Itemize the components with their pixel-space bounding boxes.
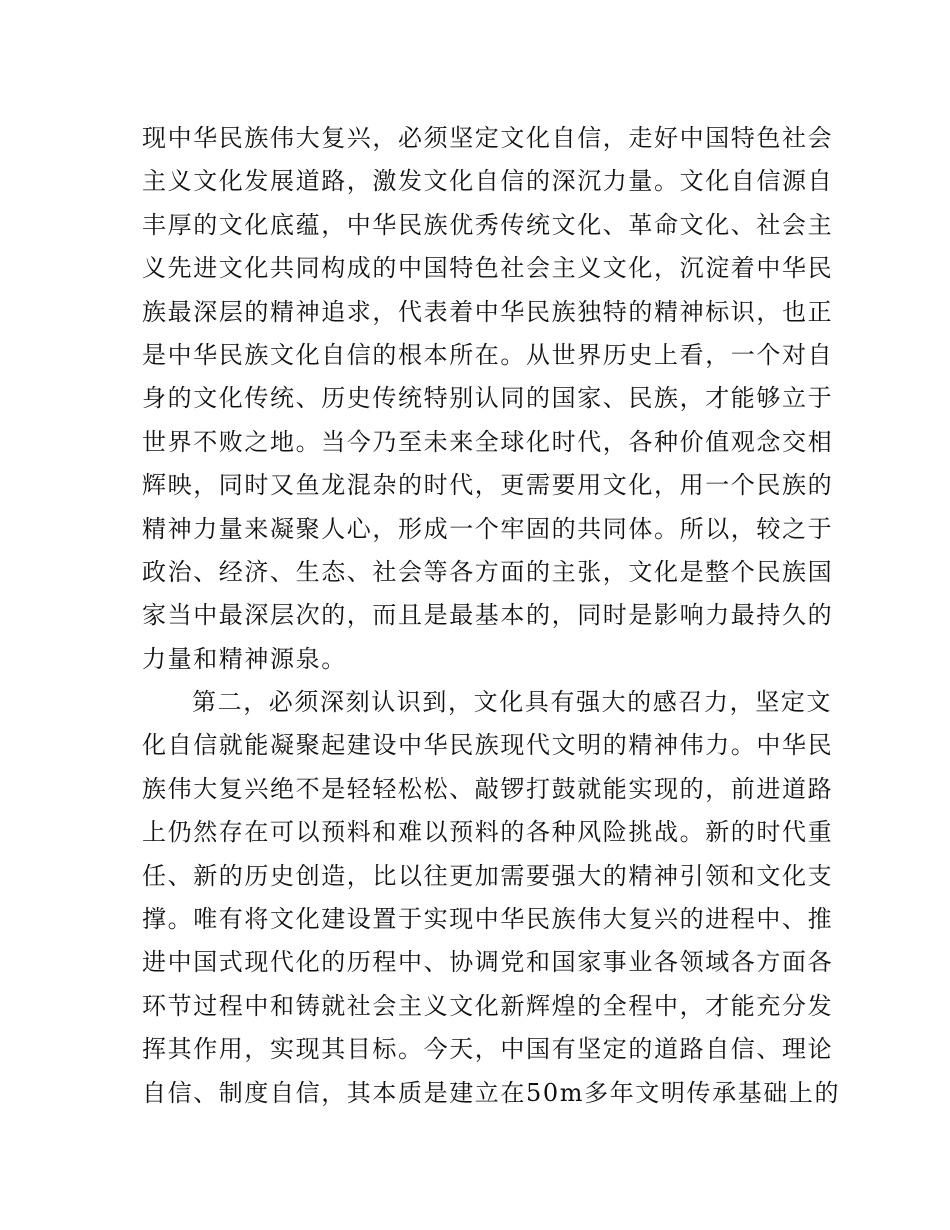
text-line: 辉映，同时又鱼龙混杂的时代，更需要用文化，用一个民族的 (142, 471, 834, 500)
text-line: 撑。唯有将文化建设置于实现中华民族伟大复兴的进程中、推 (142, 905, 834, 934)
text-line: 族最深层的精神追求，代表着中华民族独特的精神标识，也正 (142, 297, 834, 326)
text-line: 上仍然存在可以预料和难以预料的各种风险挑战。新的时代重 (142, 818, 834, 847)
text-line: 任、新的历史创造，比以往更加需要强大的精神引领和文化支 (142, 861, 834, 890)
text-line: 环节过程中和铸就社会主义文化新辉煌的全程中，才能充分发 (142, 991, 834, 1020)
text-line: 化自信就能凝聚起建设中华民族现代文明的精神伟力。中华民 (142, 731, 834, 760)
text-line: 现中华民族伟大复兴，必须坚定文化自信，走好中国特色社会 (142, 124, 834, 152)
text-line: 挥其作用，实现其目标。今天，中国有坚定的道路自信、理论 (142, 1035, 834, 1064)
text-line: 身的文化传统、历史传统特别认同的国家、民族，才能够立于 (142, 384, 834, 413)
body-text (142, 117, 841, 1115)
paragraph-start-line: 第二，必须深刻认识到，文化具有强大的感召力，坚定文 (192, 688, 832, 717)
text-line: 精神力量来凝聚人心，形成一个牢固的共同体。所以，较之于 (142, 514, 834, 543)
text-line: 政治、经济、生态、社会等各方面的主张，文化是整个民族国 (142, 557, 834, 586)
text-line: 族伟大复兴绝不是轻轻松松、敲锣打鼓就能实现的，前进道路 (142, 774, 834, 803)
text-line: 自信、制度自信，其本质是建立在50m多年文明传承基础上的 (142, 1078, 841, 1107)
text-line: 是中华民族文化自信的根本所在。从世界历史上看，一个对自 (142, 340, 834, 369)
text-line: 进中国式现代化的历程中、协调党和国家事业各领域各方面各 (142, 948, 834, 977)
text-line: 世界不败之地。当今乃至未来全球化时代，各种价值观念交相 (142, 427, 834, 456)
text-line: 主义文化发展道路，激发文化自信的深沉力量。文化自信源自 (142, 167, 834, 196)
text-line: 家当中最深层次的，而且是最基本的，同时是影响力最持久的 (142, 601, 834, 630)
paragraph-end-line: 力量和精神源泉。 (142, 644, 347, 673)
text-line: 丰厚的文化底蕴，中华民族优秀传统文化、革命文化、社会主 (142, 210, 834, 239)
text-line: 义先进文化共同构成的中国特色社会主义文化，沉淀着中华民 (142, 254, 834, 283)
